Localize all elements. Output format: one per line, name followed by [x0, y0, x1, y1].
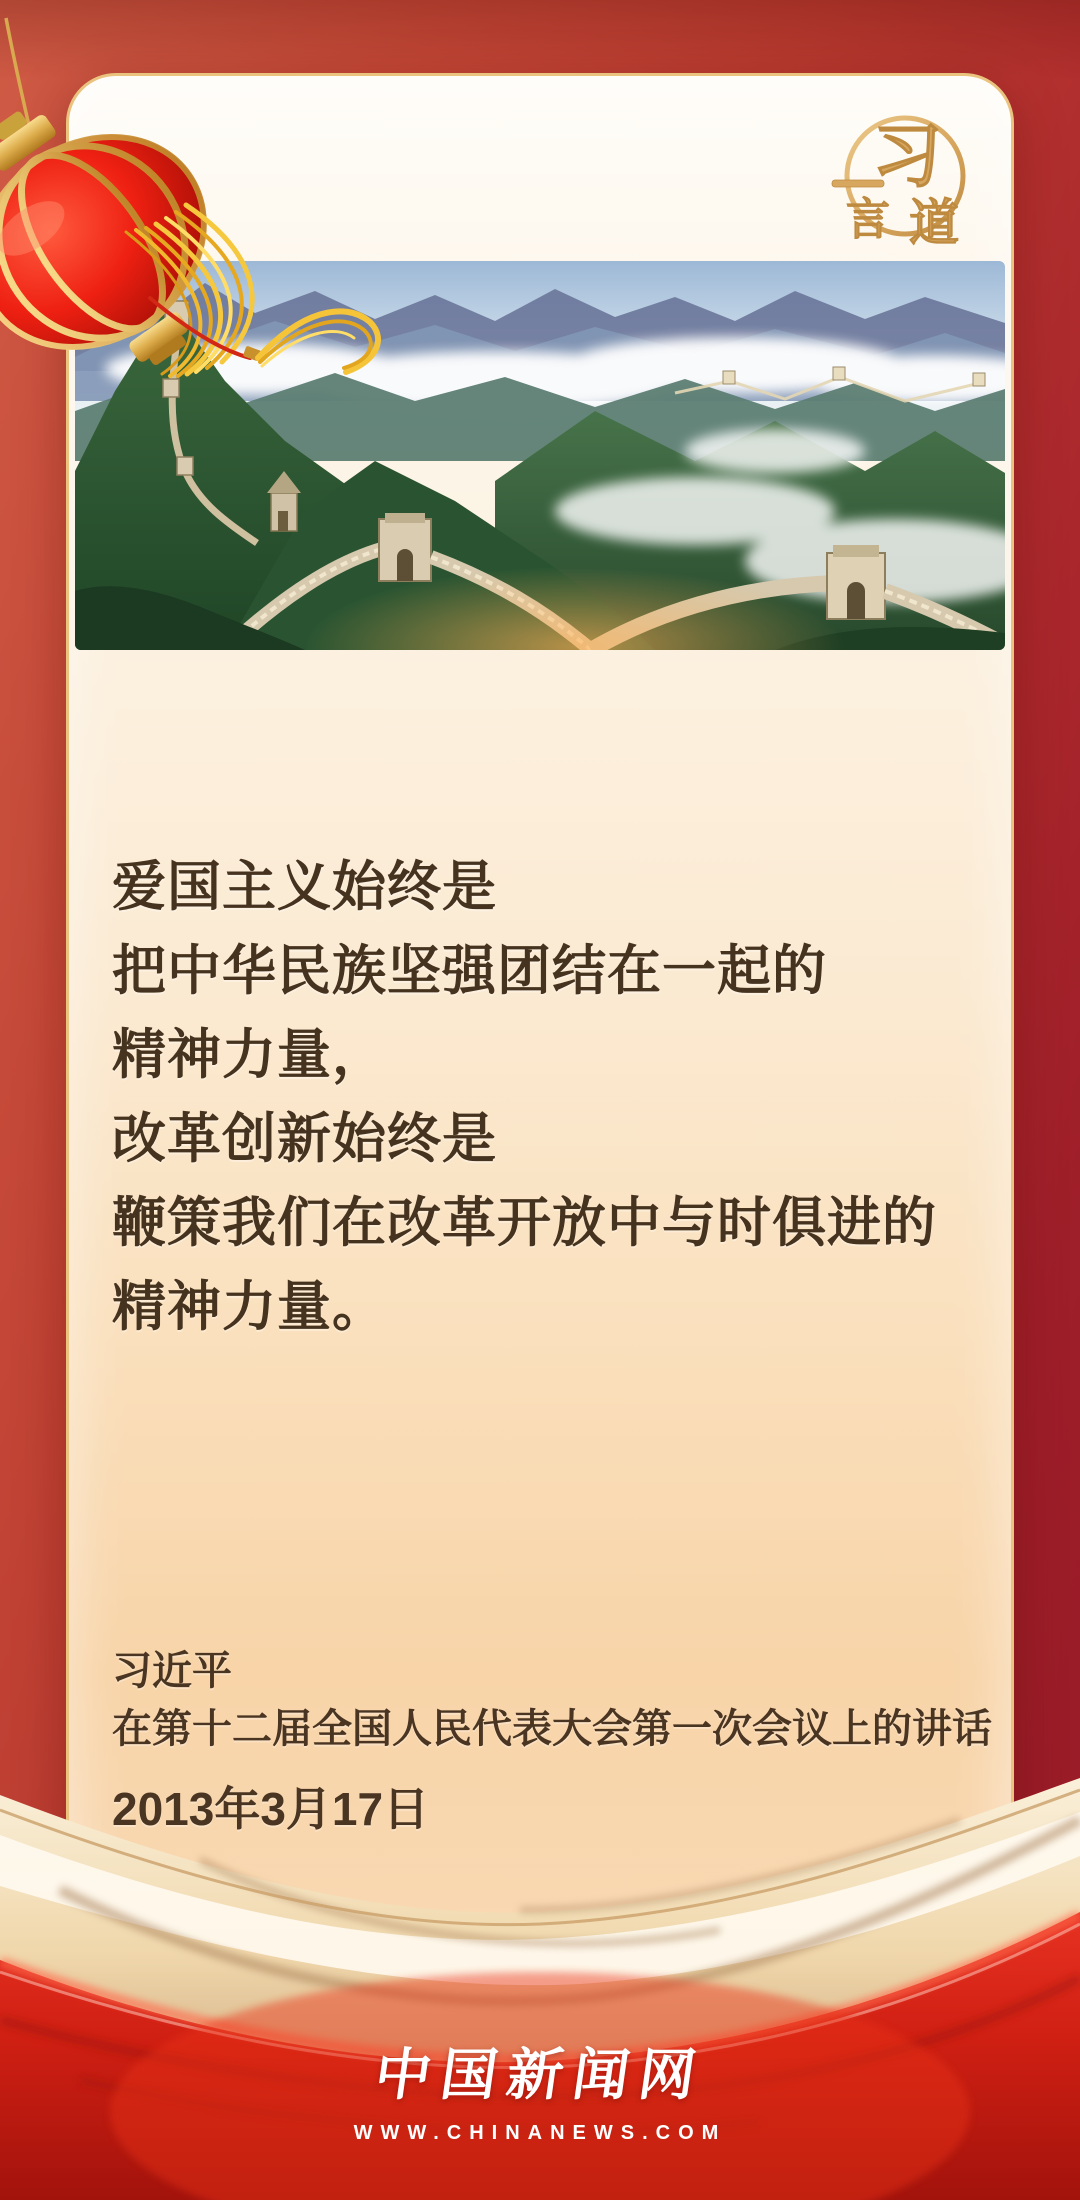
quote-line: 爱国主义始终是 — [112, 857, 497, 917]
xi-yan-dao-seal — [830, 104, 980, 252]
quote-line: 精神力量， — [112, 1025, 387, 1085]
seal-char-yan: 言 — [846, 195, 890, 244]
site-url: WWW.CHINANEWS.COM — [353, 2122, 727, 2144]
quote-line: 精神力量。 — [112, 1277, 387, 1337]
seal-char-xi: 习 — [872, 119, 942, 196]
red-lantern-icon — [0, 0, 425, 445]
speaker-name: 习近平 — [112, 1649, 232, 1693]
chinanews-logo: 中国新闻网 — [370, 2045, 710, 2107]
quote-line: 改革创新始终是 — [112, 1109, 497, 1169]
quote-text — [112, 845, 972, 1349]
quote-line: 鞭策我们在改革开放中与时俱进的 — [112, 1193, 937, 1253]
footer — [0, 2040, 1080, 2145]
speech-date: 2013年3月17日 — [112, 1783, 430, 1835]
seal-char-dao: 道 — [909, 195, 959, 251]
quote-line: 把中华民族坚强团结在一起的 — [112, 941, 827, 1001]
speech-occasion: 在第十二届全国人民代表大会第一次会议上的讲话 — [112, 1707, 992, 1751]
lantern-body — [0, 50, 269, 424]
